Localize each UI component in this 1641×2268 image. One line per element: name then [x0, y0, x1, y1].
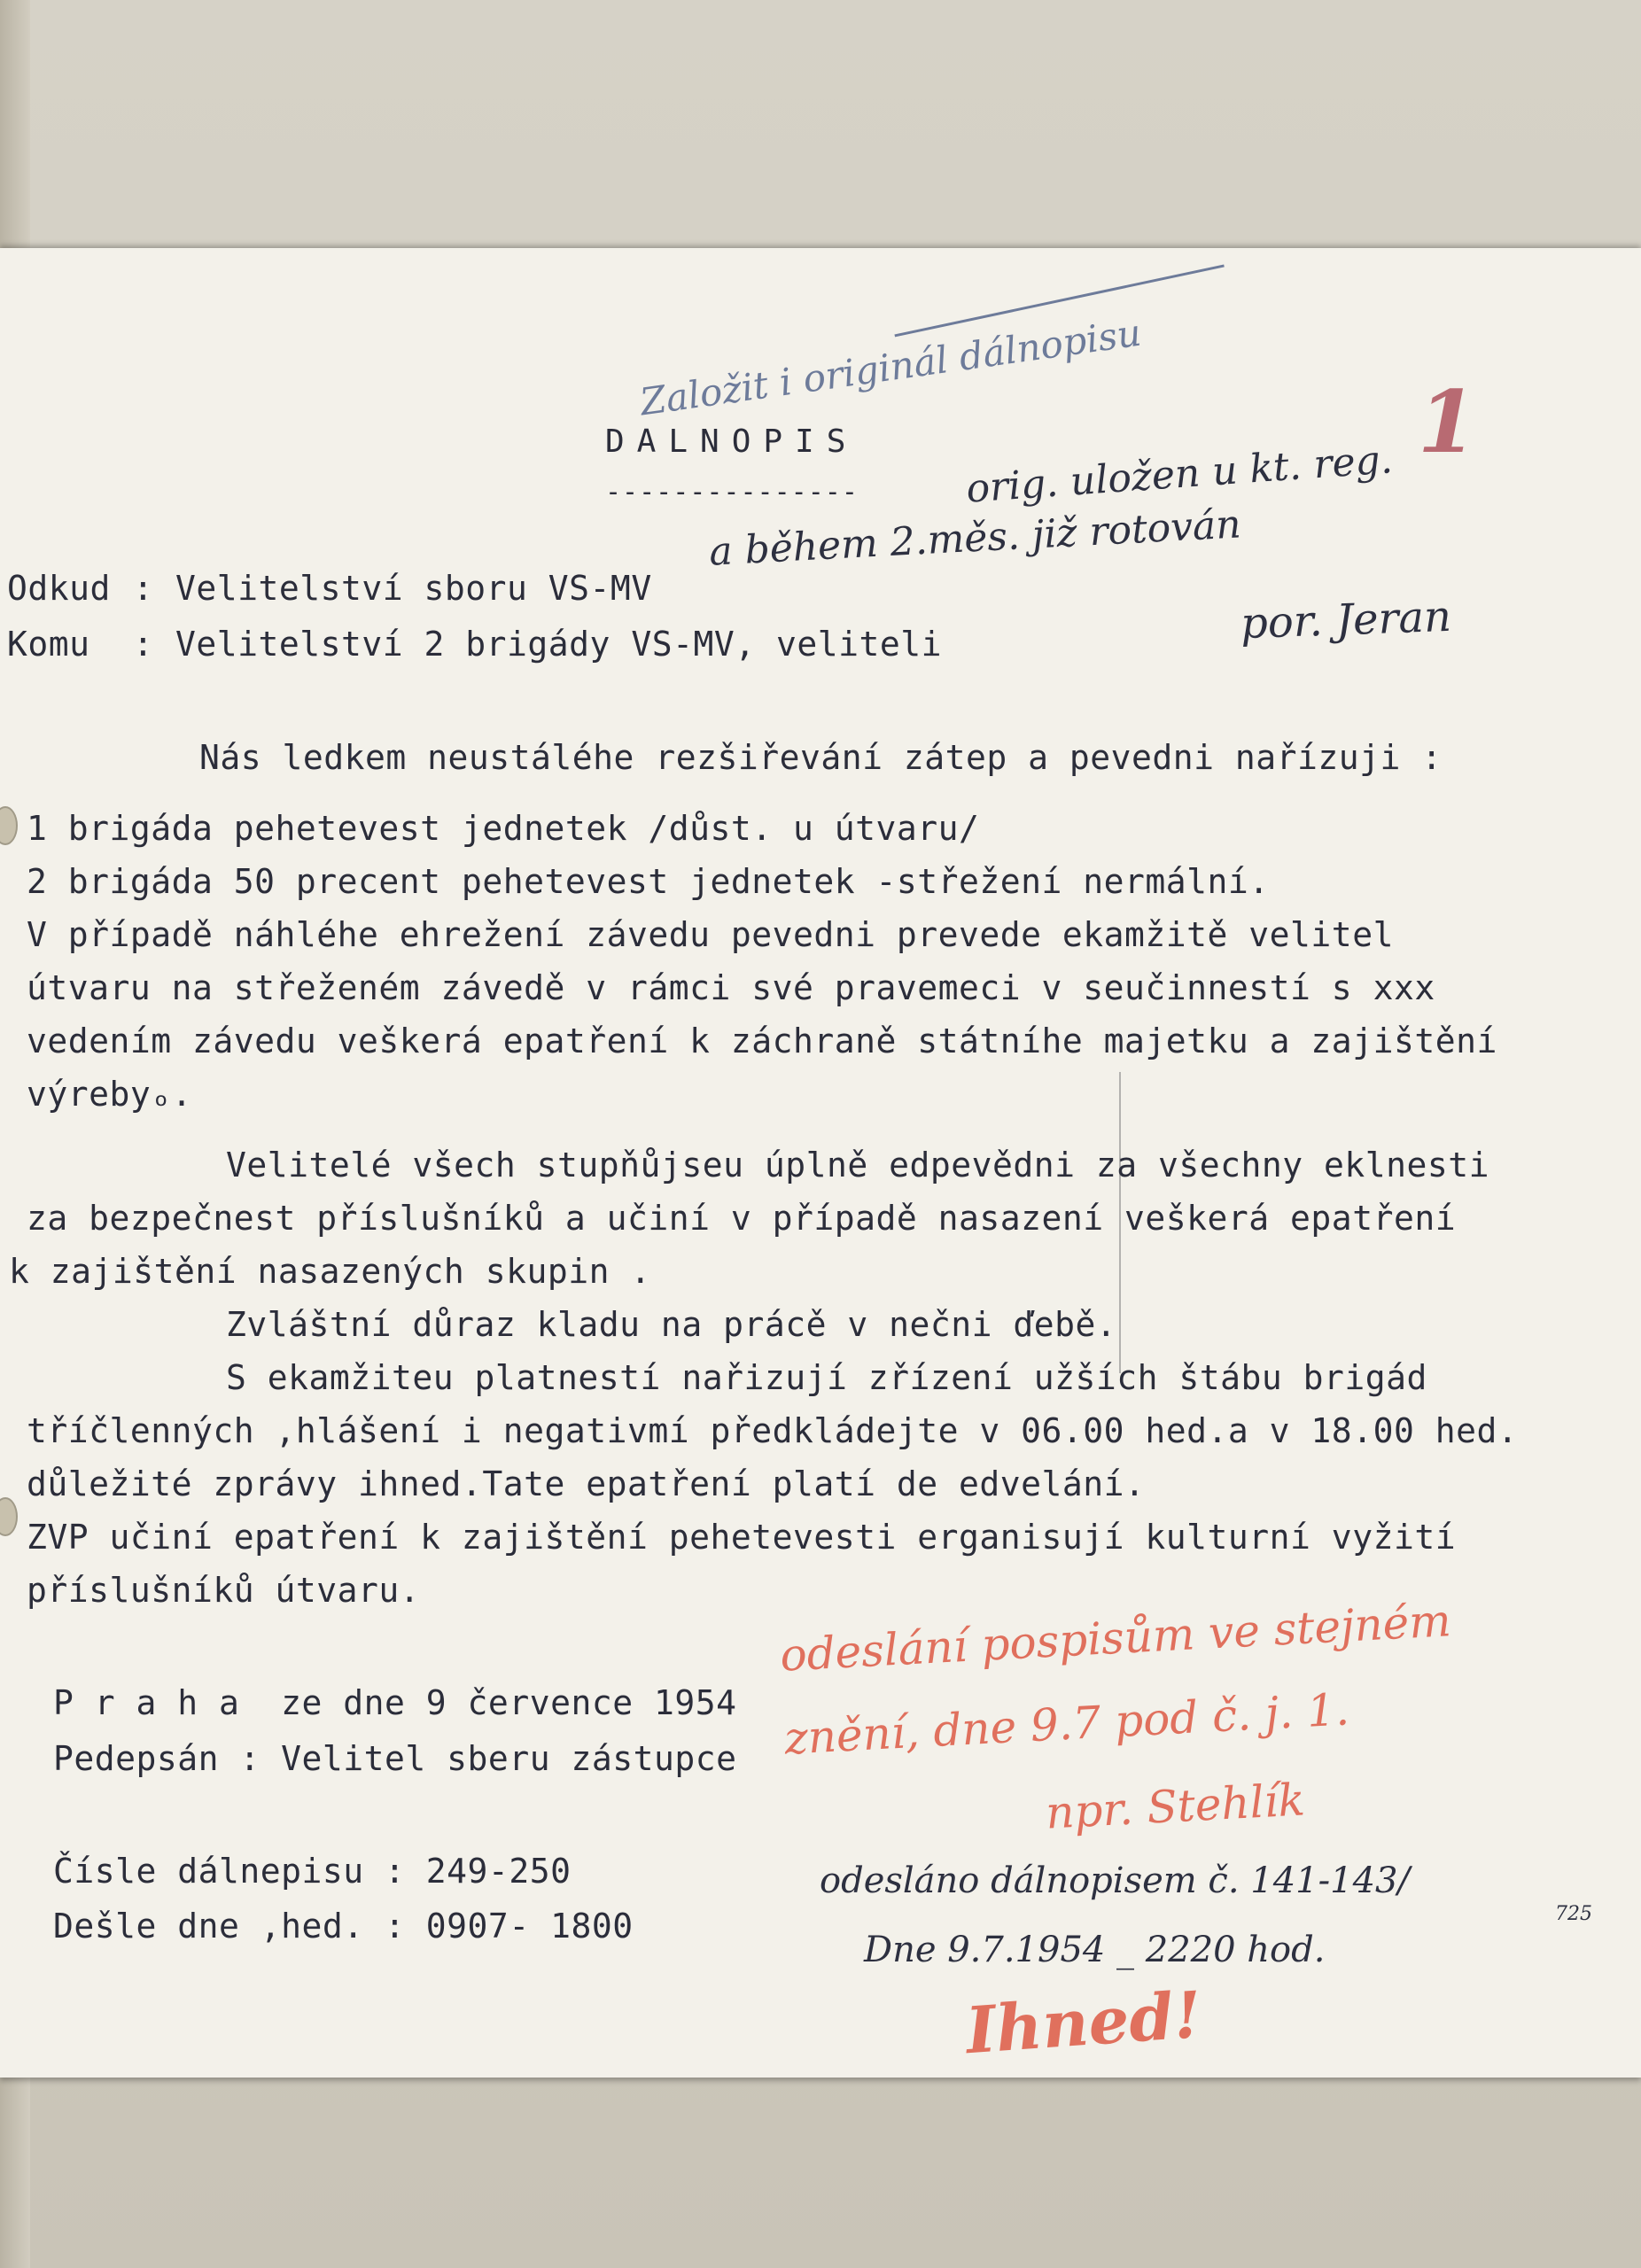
place-date: P r a h a ze dne 9 července 1954 [53, 1683, 737, 1722]
punch-hole [0, 806, 18, 845]
pencil-number: 1 [1418, 372, 1477, 472]
body-line: důležité zprávy ihned.Tate epatření platí de edvelání. [27, 1464, 1146, 1503]
vertical-mark [1119, 1072, 1121, 1373]
ink-dispatch-date: Dne 9.7.1954 _ 2220 hod. [864, 1930, 1326, 1970]
colon: : [133, 569, 154, 608]
body-line: příslušníků útvaru. [27, 1571, 421, 1610]
body-line: k zajištění nasazených skupin . [9, 1252, 651, 1291]
body-line: útvaru na střeženém závedě v rámci své pravemeci v seučinnestí s xxx [27, 968, 1435, 1007]
body-line: 1 brigáda pehetevest jednetek /důst. u útvaru/ [27, 809, 980, 848]
red-urgent-mark: Ihned! [963, 1976, 1204, 2069]
from-value: Velitelství sboru VS-MV [175, 569, 652, 608]
ink-signature-top: por. Jeran [1240, 591, 1452, 649]
body-line: Zvláštní důraz kladu na prácě v nečni ďebě. [226, 1305, 1117, 1344]
colon: : [133, 625, 154, 664]
ink-note-rotated: a během 2.měs. již rotován [708, 501, 1242, 575]
body-line: vedením závedu veškerá epatření k záchraně státníhe majetku a zajištění [27, 1021, 1497, 1060]
punch-hole [0, 1497, 18, 1536]
body-line: za bezpečnest příslušníků a učiní v případě nasazení veškerá epatření [27, 1199, 1457, 1238]
body-line: Velitelé všech stupňůjseu úplně edpevědni za všechny eklnesti [226, 1146, 1490, 1184]
body-line: V případě náhléhe ehrežení závedu pevedni prevede ekamžitě velitel [27, 915, 1394, 954]
body-line: 2 brigáda 50 precent pehetevest jednetek -střežení nermální. [27, 862, 1270, 901]
red-note-line-1: odeslání pospisům ve stejném [779, 1595, 1452, 1682]
to-label: Komu [7, 625, 90, 664]
signed-by: Pedepsán : Velitel sberu zástupce [53, 1739, 737, 1778]
body-line: výrebyₒ. [27, 1075, 193, 1114]
title-underline: --------------- [605, 477, 859, 508]
body-line: Nás ledkem neustáléhe rezšiřevání zátep a pevedni nařízuji : [199, 738, 1443, 777]
to-value: Velitelství 2 brigády VS-MV, veliteli [175, 625, 942, 664]
telex-number: Čísle dálnepisu : 249-250 [53, 1852, 572, 1891]
body-line: S ekamžiteu platnestí nařizují zřízení užších štábu brigád [226, 1358, 1427, 1397]
red-note-line-2: znění, dne 9.7 pod č. j. 1. [782, 1683, 1351, 1765]
from-label: Odkud [7, 569, 111, 608]
telex-sheet [0, 248, 1641, 2078]
ink-sent-note: odesláno dálnopisem č. 141-143/ [820, 1860, 1410, 1901]
received-time: Dešle dne ,hed. : 0907- 1800 [53, 1907, 634, 1946]
document-title: DALNOPIS [605, 423, 859, 460]
pencil-note-file-original: Založit i originál dálnopisu [637, 310, 1144, 424]
ink-note-original-stored: orig. uložen u kt. reg. [964, 437, 1395, 512]
body-line: ZVP učiní epatření k zajištění pehetevesti erganisují kulturní vyžití [27, 1518, 1457, 1557]
red-signature: npr. Stehlík [1044, 1774, 1307, 1839]
ink-sent-subscript: 725 [1555, 1903, 1592, 1925]
body-line: tříčlenných ,hlášení i negativmí předkládejte v 06.00 hed.a v 18.00 hed. [27, 1411, 1519, 1450]
